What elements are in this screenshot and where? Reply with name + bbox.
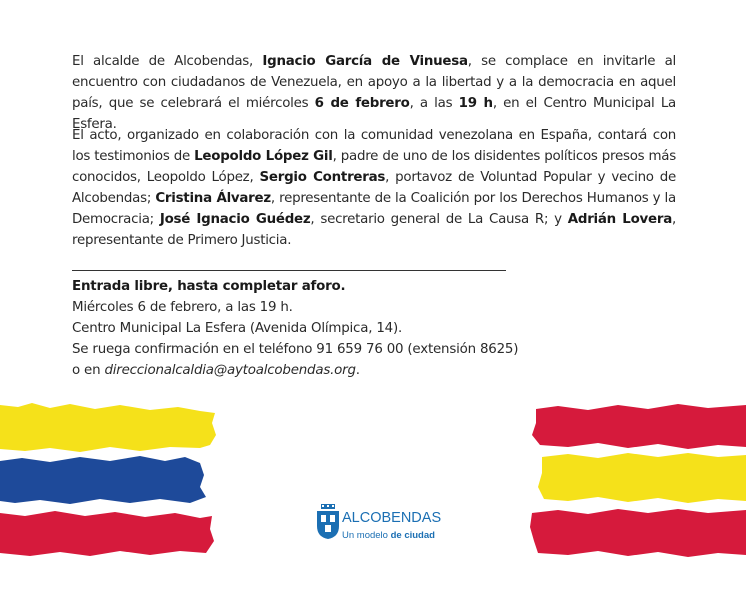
host-name: Ignacio García de Vinuesa [262,54,468,69]
event-details [72,276,632,381]
text-run: , a las [409,96,459,111]
text-run: , secretario general de La Causa R; y [310,212,568,227]
coat-of-arms-icon [316,504,340,540]
event-date: 6 de febrero [314,96,410,111]
email-suffix: . [355,363,360,378]
yellow-stripe [538,453,746,503]
alcobendas-logo [314,502,444,546]
text-run: , portavoz de Voluntad Popular y vecino de Alcobendas; [72,170,677,206]
event-time: 19 h [458,96,493,111]
speaker-name: Sergio Contreras [259,170,386,185]
text-run: , en el Centro Municipal La Esfera. [72,96,676,132]
speaker-name: José Ignacio Guédez [159,212,311,227]
red-stripe-bottom [530,509,746,557]
text-run: El alcalde de Alcobendas, [72,54,263,69]
text-run: , representante de Primero Justicia. [72,212,676,248]
text-run: El acto, organizado en colaboración con la comunidad venezolana en España, contará con los testimonios de [72,128,676,164]
speaker-name: Cristina Álvarez [155,191,271,206]
venezuela-flag-stripes [0,395,218,565]
email-prefix: o en [72,363,105,378]
red-stripe-top [532,404,746,449]
speaker-name: Leopoldo López Gil [194,149,333,164]
tagline-light: Un modelo [342,530,391,541]
invitation-paragraph [72,51,676,135]
text-run: , padre de uno de los disidentes políticos presos más conocidos, Leopoldo López, [72,149,676,185]
venue-line: Centro Municipal La Esfera (Avenida Olímpica, 14). [72,321,403,336]
date-line: Miércoles 6 de febrero, a las 19 h. [72,300,293,315]
logo-tagline [342,530,435,541]
red-stripe [0,511,214,556]
speakers-paragraph [72,125,676,251]
email-link[interactable]: direccionalcaldia@aytoalcobendas.org [104,363,356,378]
email-line [72,360,632,381]
phone-line: Se ruega confirmación en el teléfono 91 659 76 00 (extensión 8625) [72,342,519,357]
tagline-bold: de ciudad [390,530,435,541]
divider [72,270,506,271]
speaker-name: Adrián Lovera [567,212,672,227]
text-run: , representante de la Coalición por los Derechos Humanos y la Democracia; [72,191,676,227]
text-run: , se complace en invitarle al encuentro con ciudadanos de Venezuela, en apoyo a la libertad y a la democracia en aquel país, que se celebrará el miércoles [72,54,676,111]
blue-stripe [0,456,206,504]
logo-wordmark: ALCOBENDAS [342,510,442,526]
entry-heading: Entrada libre, hasta completar aforo. [72,279,346,294]
spain-flag-stripes [528,395,746,565]
yellow-stripe [0,403,216,452]
